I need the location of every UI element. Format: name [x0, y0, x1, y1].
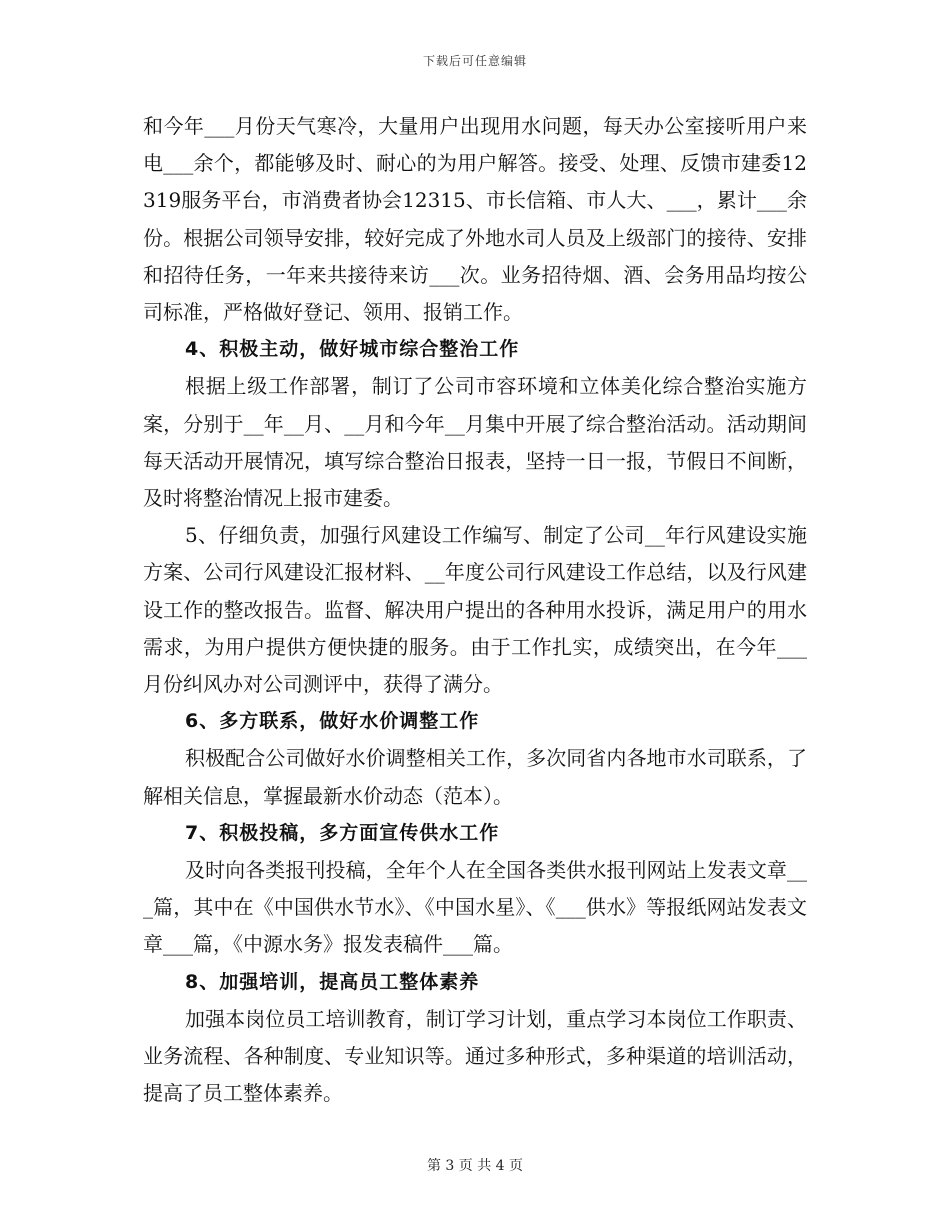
section-heading-6: 6、多方联系，做好水价调整工作 [185, 710, 480, 733]
document-body [143, 108, 807, 1112]
section-heading-4: 4、积极主动，做好城市综合整治工作 [185, 338, 520, 361]
paragraph-section-7: 及时向各类报刊投稿，全年个人在全国各类供水报刊网站上发表文章___篇，其中在《中国供水节水》、《中国水星》、《___供水》等报纸网站发表文章___篇，《中源水务》报发表稿件___篇。 [143, 858, 807, 957]
paragraph-intro: 和今年___月份天气寒冷，大量用户出现用水问题，每天办公室接听用户来电___余个，都能够及时、耐心的为用户解答。接受、处理、反馈市建委12319服务平台，市消费者协会12315、市长信箱、市人大、___，累计___余份。根据公司领导安排，较好完成了外地水司人员及上级部门的接待、安排和招待任务，一年来共接待来访___次。业务招待烟、酒、会务用品均按公司标准，严格做好登记、领用、报销工作。 [143, 114, 807, 325]
section-heading-7: 7、积极投稿，多方面宣传供水工作 [185, 821, 500, 844]
paragraph-section-8: 加强本岗位员工培训教育，制订学习计划，重点学习本岗位工作职责、业务流程、各种制度、专业知识等。通过多种形式，多种渠道的培训活动，提高了员工整体素养。 [143, 1006, 807, 1106]
section-heading-8: 8、加强培训，提高员工整体素养 [185, 970, 480, 993]
paragraph-section-5: 5、仔细负责，加强行风建设工作编写、制定了公司__年行风建设实施方案、公司行风建设汇报材料、__年度公司行风建设工作总结，以及行风建设工作的整改报告。监督、解决用户提出的各种用水投诉，满足用户的用水需求，为用户提供方便快捷的服务。由于工作扎实，成绩突出，在今年___月份纠风办对公司测评中，获得了满分。 [143, 523, 807, 697]
paragraph-section-4: 根据上级工作部署，制订了公司市容环境和立体美化综合整治实施方案，分别于__年__月、__月和今年__月集中开展了综合整治活动。活动期间每天活动开展情况，填写综合整治日报表，坚持一日一报，节假日不间断，及时将整治情况上报市建委。 [143, 374, 807, 511]
page-footer: 第 3 页 共 4 页 [426, 1158, 524, 1174]
paragraph-section-6: 积极配合公司做好水价调整相关工作，多次同省内各地市水司联系，了解相关信息，掌握最新水价动态（范本）。 [143, 746, 807, 808]
page-header: 下载后可任意编辑 [422, 54, 527, 68]
